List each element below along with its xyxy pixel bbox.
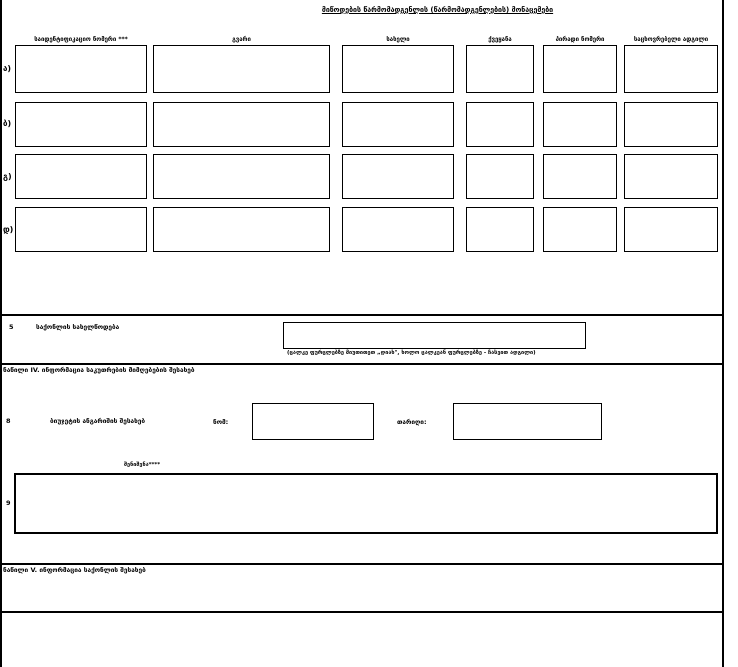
name-field-d[interactable] (342, 207, 454, 252)
item-number-5: 5 (9, 323, 14, 331)
address-field-b[interactable] (624, 102, 718, 147)
item-5-note: (ცალკე ფურცლებზე მიუთითეთ „დიახ", ხოლო ცალკეან ფურცლებზე - ჩასვით ადგილი) (287, 350, 536, 356)
id-field-d[interactable] (15, 207, 147, 252)
country-field-b[interactable] (466, 102, 534, 147)
item-5-label: საქონლის სახელწოდება (36, 323, 120, 331)
divider (0, 611, 724, 613)
divider (0, 363, 724, 365)
section-4-heading: ნაწილი IV. ინფორმაცია საკუთრების მიმღებების შესახებ (3, 366, 195, 374)
surname-field-a[interactable] (153, 45, 330, 93)
row-label-d: დ) (3, 225, 14, 234)
column-header-surname: გვარი (232, 36, 251, 43)
personal-number-field-c[interactable] (543, 154, 617, 199)
section-5-heading: ნაწილი V. ინფორმაცია საქონლის შესახებ (3, 566, 146, 574)
form-border-left (0, 0, 2, 667)
name-field-a[interactable] (342, 45, 454, 93)
surname-field-d[interactable] (153, 207, 330, 252)
surname-field-c[interactable] (153, 154, 330, 199)
personal-number-field-a[interactable] (543, 45, 617, 93)
personal-number-field-b[interactable] (543, 102, 617, 147)
column-header-name: სახელი (386, 36, 410, 43)
id-field-c[interactable] (15, 154, 147, 199)
column-header-personal-number: პირადი ნომერი (555, 36, 605, 43)
row-label-c: გ) (3, 172, 12, 181)
id-field-a[interactable] (15, 45, 147, 93)
section-title: მიწოდების წარმომადგენლის (წარმომადგენლების) მონაცემები (321, 6, 554, 14)
country-field-c[interactable] (466, 154, 534, 199)
divider (0, 563, 724, 565)
personal-number-field-d[interactable] (543, 207, 617, 252)
remark-field[interactable] (14, 473, 718, 534)
country-field-a[interactable] (466, 45, 534, 93)
remark-label: შენიშვნა**** (124, 462, 161, 468)
item-8-label: ბიუჯეტის ანგარიშის შესახებ (50, 417, 146, 425)
date-field[interactable] (453, 403, 602, 440)
name-field-c[interactable] (342, 154, 454, 199)
number-field[interactable] (252, 403, 374, 440)
address-field-a[interactable] (624, 45, 718, 93)
address-field-c[interactable] (624, 154, 718, 199)
column-header-address: საცხოვრებელი ადგილი (633, 36, 709, 43)
goods-name-field[interactable] (283, 322, 586, 349)
row-label-b: ბ) (3, 119, 12, 128)
number-label: ნომ: (213, 418, 229, 426)
surname-field-b[interactable] (153, 102, 330, 147)
date-label: თარიღი: (397, 418, 427, 426)
row-label-a: ა) (3, 64, 12, 73)
column-header-id: საიდენტიფიკაციო ნომერი *** (34, 36, 128, 43)
item-number-8: 8 (6, 417, 11, 425)
divider (0, 314, 724, 316)
item-number-9: 9 (6, 499, 11, 507)
form-border-right (722, 0, 724, 667)
name-field-b[interactable] (342, 102, 454, 147)
column-header-country: ქვეყანა (488, 36, 512, 43)
id-field-b[interactable] (15, 102, 147, 147)
address-field-d[interactable] (624, 207, 718, 252)
country-field-d[interactable] (466, 207, 534, 252)
